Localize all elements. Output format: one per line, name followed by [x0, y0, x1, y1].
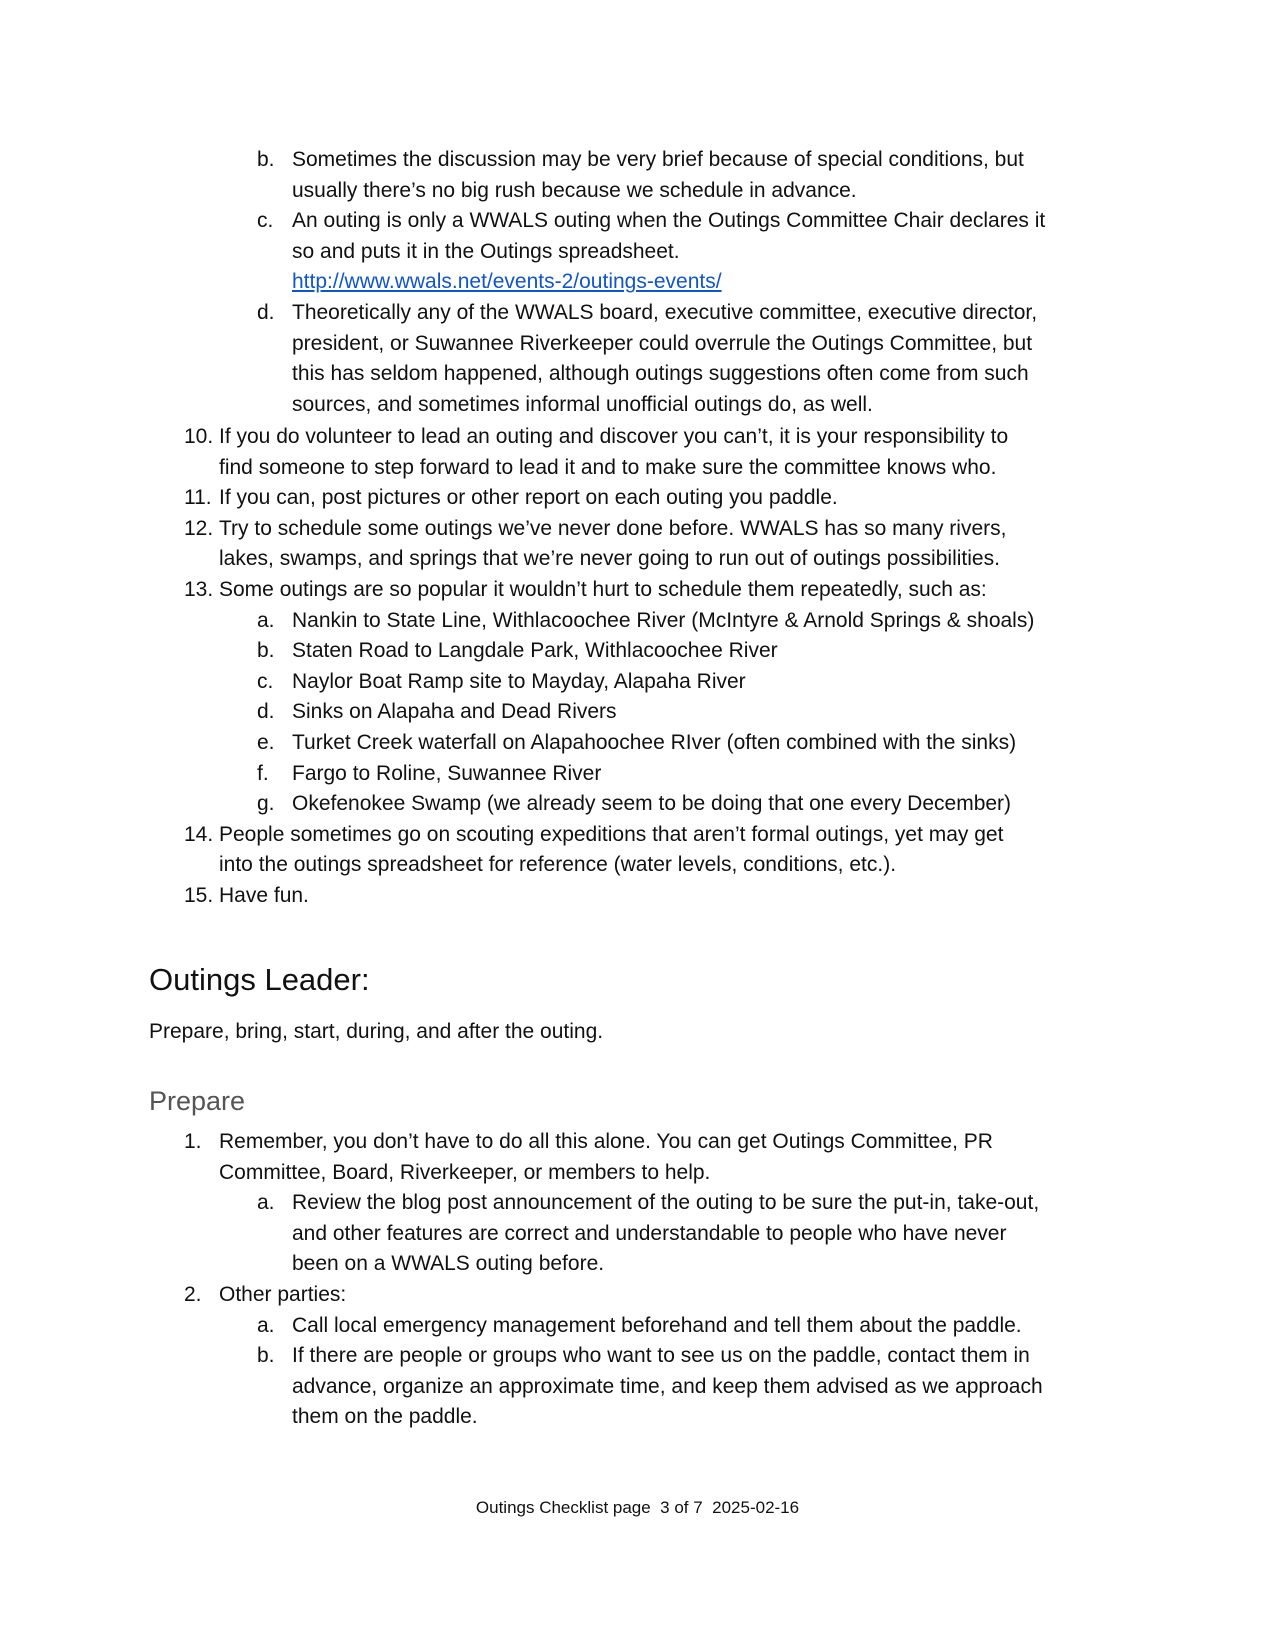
list-item-line: lakes, swamps, and springs that we’re never going to run out of outings possibilities.	[219, 547, 1000, 571]
list-marker: c.	[257, 209, 274, 233]
list-item-line: Some outings are so popular it wouldn’t hurt to schedule them repeatedly, such as:	[219, 578, 987, 601]
list-item-line: president, or Suwannee Riverkeeper could overrule the Outings Committee, but	[292, 331, 1033, 355]
list-item-line: Committee, Board, Riverkeeper, or members to help.	[219, 1160, 711, 1184]
list-marker: b.	[257, 1344, 275, 1368]
list-item-line: Remember, you don’t have to do all this alone. You can get Outings Committee, PR	[219, 1130, 993, 1153]
list-marker: 1.	[184, 1130, 202, 1153]
outings-events-link[interactable]: http://www.wwals.net/events-2/outings-events/	[292, 270, 722, 294]
list-marker: 14.	[184, 822, 214, 846]
list-marker: f.	[257, 761, 269, 785]
list-marker: b.	[257, 639, 275, 663]
list-marker: a.	[257, 608, 275, 632]
list-item-line: If you can, post pictures or other report on each outing you paddle.	[219, 486, 838, 510]
list-item-line: into the outings spreadsheet for reference (water levels, conditions, etc.).	[219, 853, 897, 877]
list-marker: 12.	[184, 516, 214, 540]
list-item-line: Staten Road to Langdale Park, Withlacoochee River	[292, 639, 778, 663]
list-item-line: Sometimes the discussion may be very brief because of special conditions, but	[292, 148, 1024, 171]
list-marker: 2.	[184, 1283, 202, 1306]
list-marker: 11.	[184, 486, 212, 510]
page-footer: Outings Checklist page 3 of 7 2025-02-16	[475, 1498, 800, 1517]
list-item-line: An outing is only a WWALS outing when the Outings Committee Chair declares it	[292, 209, 1046, 233]
list-marker: a.	[257, 1313, 275, 1337]
list-marker: e.	[257, 731, 275, 754]
list-item-line: Try to schedule some outings we’ve never done before. WWALS has so many rivers,	[219, 516, 1007, 540]
list-item-line: Naylor Boat Ramp site to Mayday, Alapaha River	[292, 669, 746, 693]
subsection-heading: Prepare	[149, 1086, 246, 1116]
list-item-line: Other parties:	[219, 1283, 347, 1306]
intro-paragraph: Prepare, bring, start, during, and after the outing.	[149, 1020, 604, 1043]
list-item-line: this has seldom happened, although outings suggestions often come from such	[292, 362, 1029, 386]
section-heading: Outings Leader:	[149, 962, 370, 997]
list-marker: b.	[257, 148, 275, 171]
list-item-line: advance, organize an approximate time, and keep them advised as we approach	[292, 1374, 1043, 1398]
list-marker: 10.	[184, 425, 214, 448]
list-item-line: Theoretically any of the WWALS board, executive committee, executive director,	[292, 301, 1038, 324]
list-item-line: If there are people or groups who want to see us on the paddle, contact them in	[292, 1344, 1030, 1368]
list-marker: a.	[257, 1191, 275, 1215]
list-item-line: Nankin to State Line, Withlacoochee River (McIntyre & Arnold Springs & shoals)	[292, 608, 1035, 632]
list-item-line: sources, and sometimes informal unofficial outings do, as well.	[292, 392, 873, 416]
list-item-line: Okefenokee Swamp (we already seem to be doing that one every December)	[292, 792, 1012, 816]
list-item-line: Turket Creek waterfall on Alapahoochee RIver (often combined with the sinks)	[292, 731, 1017, 754]
list-marker: g.	[257, 792, 275, 816]
list-item-line: Review the blog post announcement of the outing to be sure the put-in, take-out,	[292, 1191, 1040, 1215]
list-marker: d.	[257, 301, 275, 324]
list-item-line: find someone to step forward to lead it and to make sure the committee knows who.	[219, 455, 997, 479]
list-marker: 15.	[184, 884, 214, 907]
list-item-line: been on a WWALS outing before.	[292, 1252, 605, 1276]
list-item-line: them on the paddle.	[292, 1405, 478, 1429]
list-item-line: If you do volunteer to lead an outing and discover you can’t, it is your responsibility to	[219, 425, 1009, 448]
list-item-line: Fargo to Roline, Suwannee River	[292, 761, 602, 785]
list-marker: c.	[257, 669, 274, 693]
list-item-line: Call local emergency management beforehand and tell them about the paddle.	[292, 1313, 1022, 1337]
list-item-line: so and puts it in the Outings spreadsheet.	[292, 239, 680, 263]
list-item-line: usually there’s no big rush because we schedule in advance.	[292, 178, 857, 202]
list-marker: d.	[257, 700, 275, 724]
list-item-line: and other features are correct and understandable to people who have never	[292, 1221, 1007, 1245]
list-marker: 13.	[184, 578, 214, 601]
list-item-line: Have fun.	[219, 884, 309, 907]
list-item-line: People sometimes go on scouting expeditions that aren’t formal outings, yet may get	[219, 822, 1004, 846]
list-item-line: Sinks on Alapaha and Dead Rivers	[292, 700, 617, 724]
